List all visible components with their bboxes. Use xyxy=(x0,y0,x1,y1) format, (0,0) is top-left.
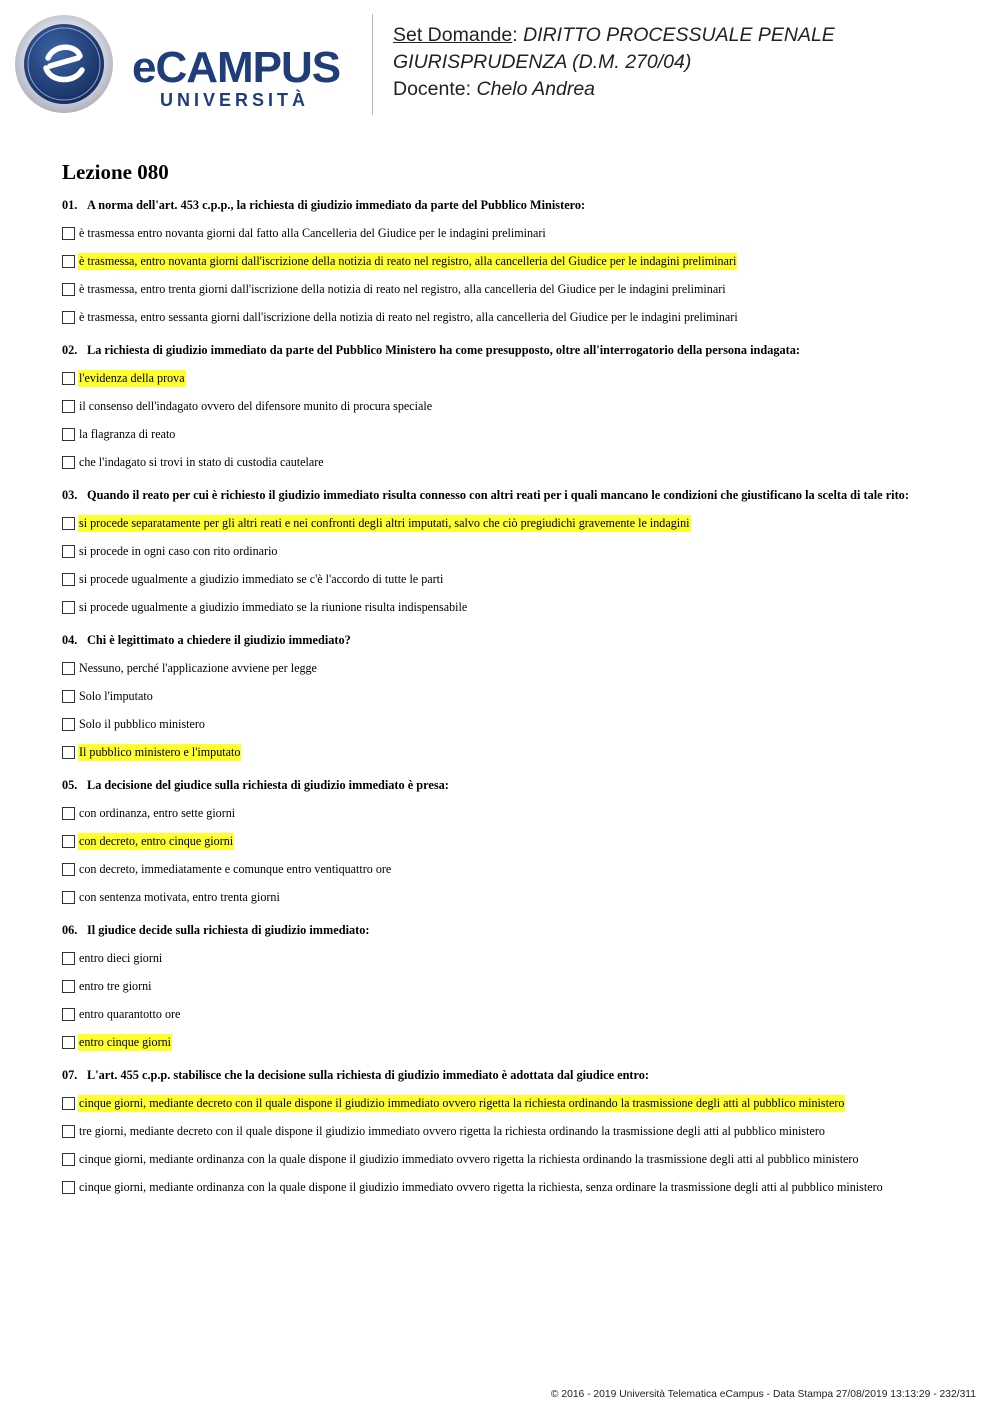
question-label: La richiesta di giudizio immediato da parte del Pubblico Ministero ha come presupposto, oltre all'interrogatorio della persona indagata: xyxy=(87,343,800,357)
answer-checkbox[interactable] xyxy=(62,1181,75,1194)
correct-answer-text: l'evidenza della prova xyxy=(79,370,185,385)
answer-text: è trasmessa, entro trenta giorni dall'iscrizione della notizia di reato nel registro, alla cancelleria del Giudice per le indagini preliminari xyxy=(79,281,726,296)
answer-text: con decreto, immediatamente e comunque entro ventiquattro ore xyxy=(79,861,392,876)
answer-text: si procede ugualmente a giudizio immediato se la riunione risulta indispensabile xyxy=(79,599,468,614)
answer-checkbox[interactable] xyxy=(62,1036,75,1049)
answer-checkbox[interactable] xyxy=(62,545,75,558)
answer-option[interactable] xyxy=(62,1145,962,1173)
correct-answer-text: si procede separatamente per gli altri reati e nei confronti degli altri imputati, salvo che ciò pregiudichi gravemente le indagini xyxy=(79,515,690,530)
question-label: Il giudice decide sulla richiesta di giudizio immediato: xyxy=(87,923,370,937)
correct-answer-text: è trasmessa, entro novanta giorni dall'iscrizione della notizia di reato nel registro, alla cancelleria del Giudice per le indagini preliminari xyxy=(79,253,737,268)
answer-option[interactable] xyxy=(62,855,962,883)
footer-text: © 2016 - 2019 Università Telematica eCampus - Data Stampa 27/08/2019 13:13:29 - 232/311 xyxy=(550,1389,976,1400)
question-label: Quando il reato per cui è richiesto il giudizio immediato risulta connesso con altri reati per i quali mancano le condizioni che giustificano la scelta di tale rito: xyxy=(87,488,909,502)
question-4 xyxy=(62,633,962,766)
question-number: 03. xyxy=(62,488,78,502)
answer-checkbox[interactable] xyxy=(62,746,75,759)
answer-text: si procede ugualmente a giudizio immediato se c'è l'accordo di tutte le parti xyxy=(79,571,444,586)
answer-checkbox[interactable] xyxy=(62,662,75,675)
answer-checkbox[interactable] xyxy=(62,428,75,441)
question-text xyxy=(62,488,962,503)
answer-option[interactable] xyxy=(62,537,962,565)
answer-option[interactable] xyxy=(62,1089,962,1117)
answer-checkbox[interactable] xyxy=(62,1008,75,1021)
answer-checkbox[interactable] xyxy=(62,601,75,614)
answer-checkbox[interactable] xyxy=(62,1125,75,1138)
answer-option[interactable] xyxy=(62,1117,962,1145)
answer-text: cinque giorni, mediante ordinanza con la quale dispone il giudizio immediato ovvero rigetta la richiesta ordinando la trasmissione degli atti al pubblico ministero xyxy=(79,1151,859,1166)
question-label: Chi è legittimato a chiedere il giudizio immediato? xyxy=(87,633,351,647)
answer-option[interactable] xyxy=(62,593,962,621)
course-line-2: GIURISPRUDENZA (D.M. 270/04) xyxy=(393,51,692,73)
answer-checkbox[interactable] xyxy=(62,573,75,586)
question-label: A norma dell'art. 453 c.p.p., la richiesta di giudizio immediato da parte del Pubblico Ministero: xyxy=(87,198,586,212)
answer-checkbox[interactable] xyxy=(62,456,75,469)
answer-checkbox[interactable] xyxy=(62,1153,75,1166)
answer-option[interactable] xyxy=(62,944,962,972)
question-label: La decisione del giudice sulla richiesta di giudizio immediato è presa: xyxy=(87,778,449,792)
answer-option[interactable] xyxy=(62,827,962,855)
answer-option[interactable] xyxy=(62,682,962,710)
answer-checkbox[interactable] xyxy=(62,227,75,240)
answer-text: cinque giorni, mediante ordinanza con la quale dispone il giudizio immediato ovvero rigetta la richiesta, senza ordinare la trasmissione degli atti al pubblico ministero xyxy=(79,1179,883,1194)
answer-checkbox[interactable] xyxy=(62,400,75,413)
question-6 xyxy=(62,923,962,1056)
answer-option[interactable] xyxy=(62,219,962,247)
answer-text: con sentenza motivata, entro trenta giorni xyxy=(79,889,280,904)
answer-checkbox[interactable] xyxy=(62,807,75,820)
answer-checkbox[interactable] xyxy=(62,311,75,324)
answer-text: è trasmessa, entro sessanta giorni dall'iscrizione della notizia di reato nel registro, alla cancelleria del Giudice per le indagini preliminari xyxy=(79,309,738,324)
set-label: Set Domande xyxy=(393,24,513,46)
question-number: 02. xyxy=(62,343,78,357)
header-info xyxy=(393,22,835,103)
answer-checkbox[interactable] xyxy=(62,1097,75,1110)
answer-option[interactable] xyxy=(62,509,962,537)
answer-checkbox[interactable] xyxy=(62,283,75,296)
answer-option[interactable] xyxy=(62,565,962,593)
question-text xyxy=(62,633,962,648)
question-number: 01. xyxy=(62,198,78,212)
answer-text: Nessuno, perché l'applicazione avviene per legge xyxy=(79,660,317,675)
answer-option[interactable] xyxy=(62,738,962,766)
answer-option[interactable] xyxy=(62,392,962,420)
question-number: 05. xyxy=(62,778,78,792)
course-line-1: Set Domande: DIRITTO PROCESSUALE PENALE xyxy=(393,24,835,46)
answer-option[interactable] xyxy=(62,420,962,448)
answer-option[interactable] xyxy=(62,799,962,827)
answer-checkbox[interactable] xyxy=(62,863,75,876)
lesson-title: Lezione 080 xyxy=(62,160,169,184)
answer-option[interactable] xyxy=(62,247,962,275)
brand-sub: UNIVERSITÀ xyxy=(160,90,310,110)
correct-answer-text: entro cinque giorni xyxy=(79,1034,172,1049)
question-1 xyxy=(62,198,962,331)
answer-checkbox[interactable] xyxy=(62,372,75,385)
question-text xyxy=(62,343,962,358)
answer-option[interactable] xyxy=(62,448,962,476)
answer-text: si procede in ogni caso con rito ordinario xyxy=(79,543,278,558)
answer-checkbox[interactable] xyxy=(62,690,75,703)
answer-text: entro quarantotto ore xyxy=(79,1006,181,1021)
answer-option[interactable] xyxy=(62,1173,962,1201)
answer-text: tre giorni, mediante decreto con il quale dispone il giudizio immediato ovvero rigetta la richiesta ordinando la trasmissione degli atti al pubblico ministero xyxy=(79,1123,825,1138)
teacher-name: Chelo Andrea xyxy=(476,78,596,100)
answer-checkbox[interactable] xyxy=(62,517,75,530)
brand-main: eCAMPUS xyxy=(132,43,341,92)
question-number: 06. xyxy=(62,923,78,937)
correct-answer-text: cinque giorni, mediante decreto con il quale dispone il giudizio immediato ovvero rigetta la richiesta ordinando la trasmissione degli atti al pubblico ministero xyxy=(79,1095,845,1110)
question-5 xyxy=(62,778,962,911)
question-text xyxy=(62,1068,962,1083)
answer-checkbox[interactable] xyxy=(62,952,75,965)
question-text xyxy=(62,923,962,938)
answer-option[interactable] xyxy=(62,883,962,911)
answer-option[interactable] xyxy=(62,972,962,1000)
answer-option[interactable] xyxy=(62,275,962,303)
answer-text: Solo l'imputato xyxy=(79,688,153,703)
answer-text: il consenso dell'indagato ovvero del difensore munito di procura speciale xyxy=(79,398,433,413)
answer-text: è trasmessa entro novanta giorni dal fatto alla Cancelleria del Giudice per le indagini preliminari xyxy=(79,225,546,240)
question-number: 07. xyxy=(62,1068,78,1082)
question-list xyxy=(62,198,962,1213)
answer-text: Solo il pubblico ministero xyxy=(79,716,205,731)
teacher-line xyxy=(393,76,835,103)
course-name: DIRITTO PROCESSUALE PENALE xyxy=(523,24,835,46)
teacher-label: Docente: xyxy=(393,78,472,100)
question-2 xyxy=(62,343,962,476)
ecampus-logo xyxy=(14,14,359,116)
answer-checkbox[interactable] xyxy=(62,255,75,268)
answer-checkbox[interactable] xyxy=(62,835,75,848)
answer-option[interactable] xyxy=(62,710,962,738)
answer-option[interactable] xyxy=(62,1028,962,1056)
answer-text: entro tre giorni xyxy=(79,978,152,993)
answer-text: con ordinanza, entro sette giorni xyxy=(79,805,236,820)
answer-text: la flagranza di reato xyxy=(79,426,176,441)
correct-answer-text: con decreto, entro cinque giorni xyxy=(79,833,234,848)
answer-option[interactable] xyxy=(62,654,962,682)
answer-option[interactable] xyxy=(62,303,962,331)
header-divider xyxy=(372,14,373,115)
correct-answer-text: Il pubblico ministero e l'imputato xyxy=(79,744,241,759)
answer-text: che l'indagato si trovi in stato di custodia cautelare xyxy=(79,454,324,469)
question-7 xyxy=(62,1068,962,1201)
answer-checkbox[interactable] xyxy=(62,718,75,731)
question-text xyxy=(62,198,962,213)
question-label: L'art. 455 c.p.p. stabilisce che la decisione sulla richiesta di giudizio immediato è adottata dal giudice entro: xyxy=(87,1068,649,1082)
answer-option[interactable] xyxy=(62,364,962,392)
question-number: 04. xyxy=(62,633,78,647)
answer-checkbox[interactable] xyxy=(62,980,75,993)
answer-text: entro dieci giorni xyxy=(79,950,163,965)
answer-option[interactable] xyxy=(62,1000,962,1028)
question-text xyxy=(62,778,962,793)
question-3 xyxy=(62,488,962,621)
answer-checkbox[interactable] xyxy=(62,891,75,904)
